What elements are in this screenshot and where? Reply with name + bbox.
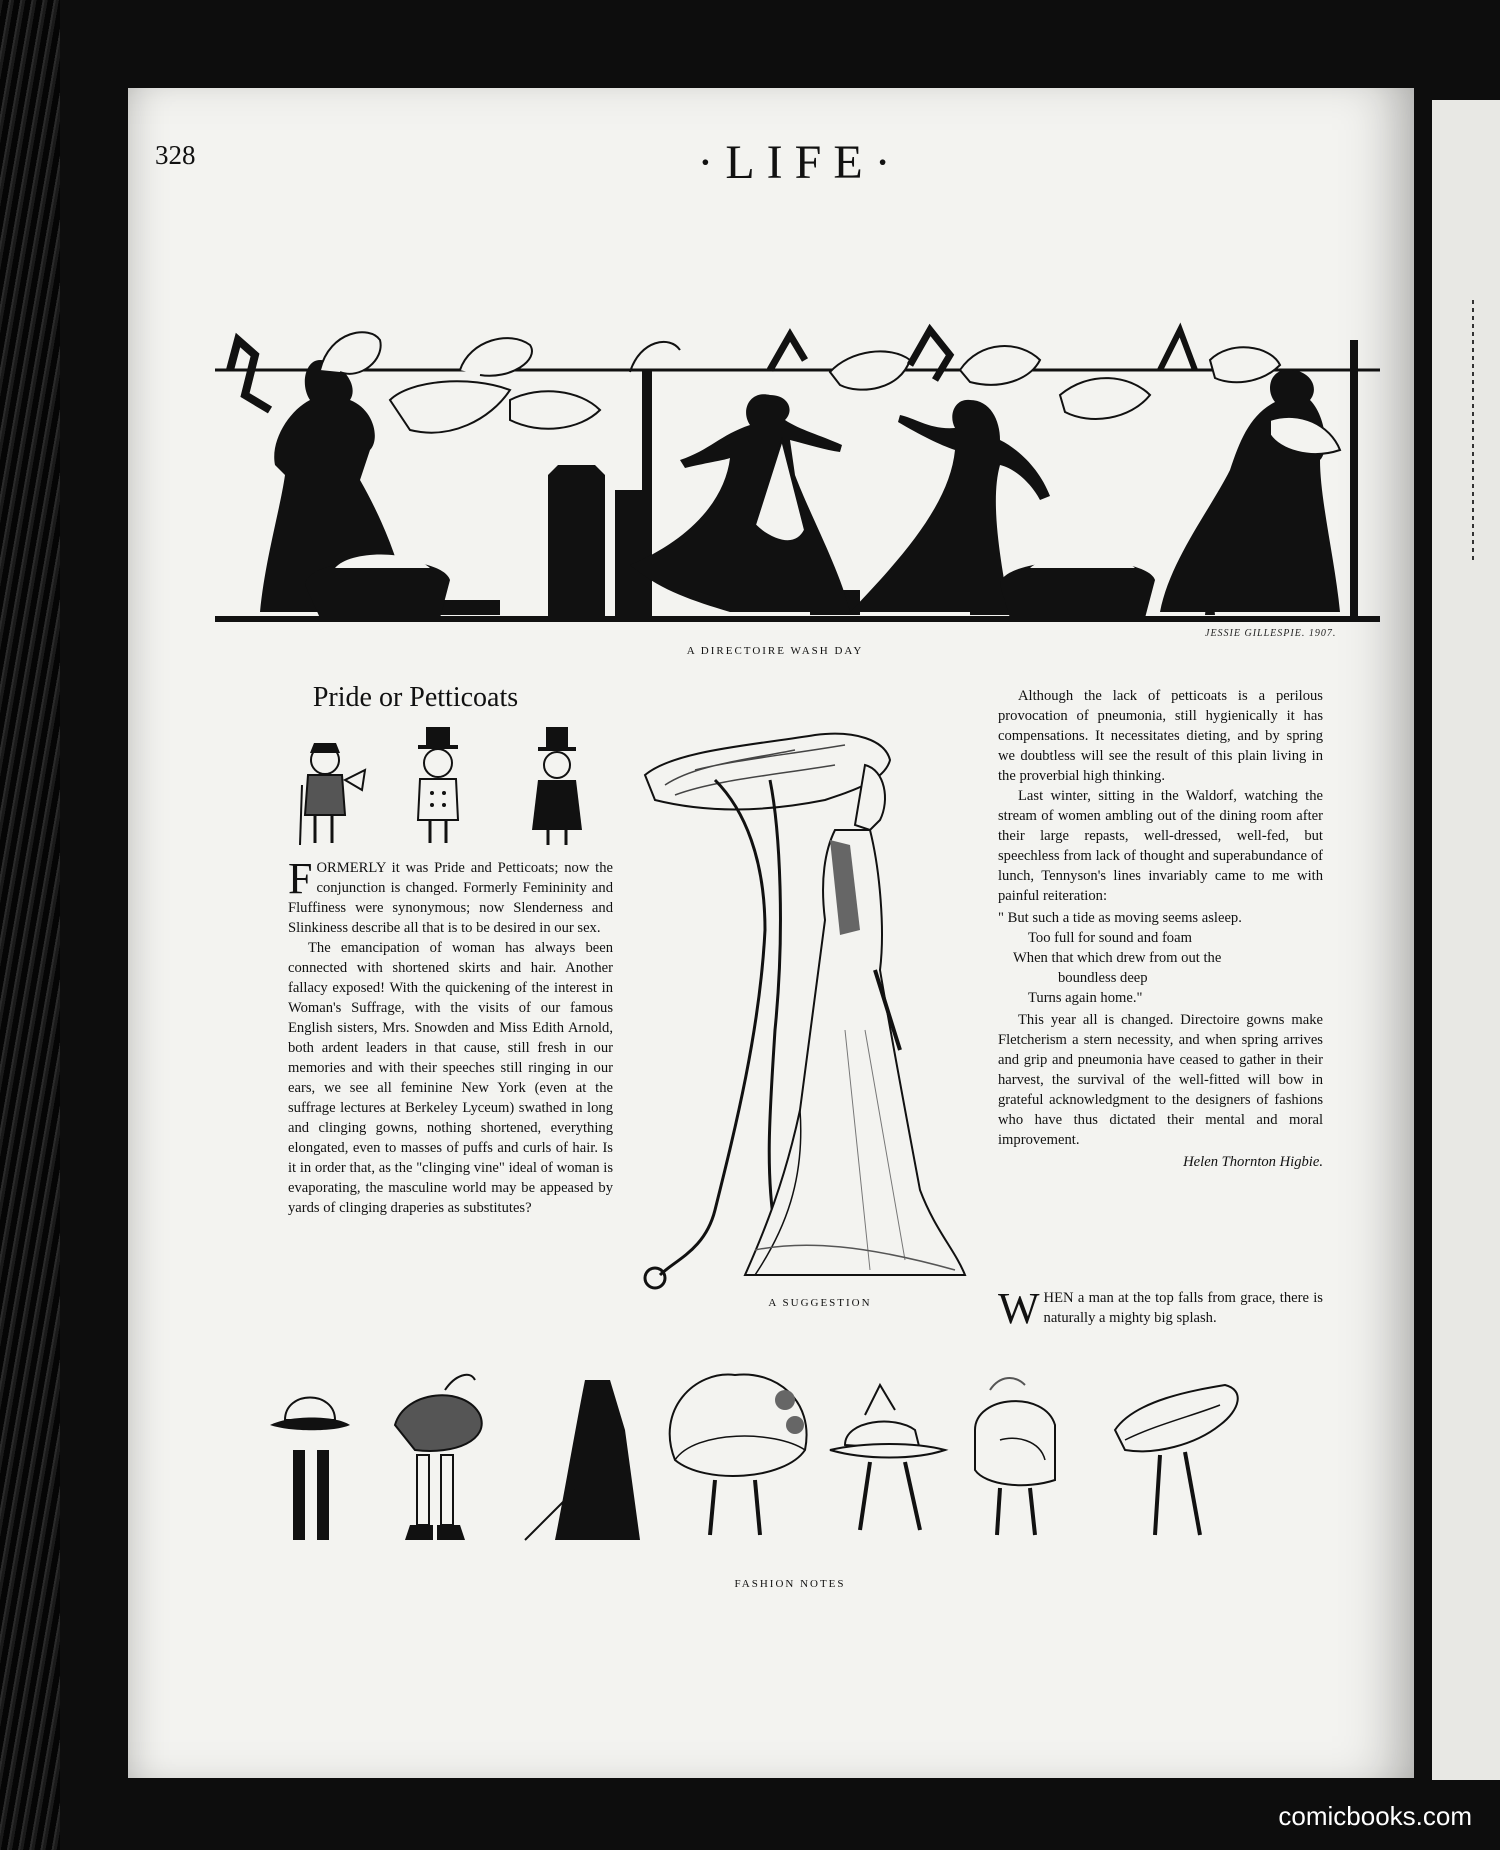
article-right-column <box>998 686 1323 1172</box>
poem-line: Too full for sound and foam <box>1028 930 1192 946</box>
watermark: comicbooks.com <box>1278 1801 1472 1831</box>
suggestion-illustration <box>635 730 980 1290</box>
article-paragraph: The emancipation of woman has always been connected with shortened skirts and hair. Another fallacy exposed! With the quickening of the interest in Woman's Suffrage, with the visits of our famous English sisters, Mrs. Snowden and Miss Edith Arnold, both ardent leaders in that cause, still fresh in our memories and with their speeches still ringing in our ears, we see all feminine New York (even at the suffrage lectures at Berkeley Lyceum) swathed in long and clinging gowns, nothing shortened, everything elongated, even to masses of puffs and curls of hair. Is it in order that, as the "clinging vine" ideal of woman is evaporating, the masculine world may be appeased by yards of clinging draperies as substitutes? <box>288 940 613 1216</box>
poem-line: " But such a tide as moving seems asleep. <box>998 910 1242 926</box>
byline: Helen Thornton Higbie. <box>1183 1154 1323 1170</box>
wash-day-illustration <box>210 300 1390 630</box>
joke <box>998 1284 1323 1333</box>
page-number: 328 <box>155 140 196 170</box>
article-paragraph: FORMERLY it was Pride and Petticoats; now the conjunction is changed. Formerly Femininity and Fluffiness were synonymous; now Slenderness and Slinkiness describe all that is to be desired in our sex. <box>288 854 613 936</box>
wash-day-caption: A DIRECTOIRE WASH DAY <box>686 645 864 657</box>
suggestion-caption: A SUGGESTION <box>768 1297 872 1309</box>
magazine-title: ·LIFE· <box>697 136 903 189</box>
article-left-column <box>288 854 613 1218</box>
poem-line: Turns again home." <box>1028 990 1143 1006</box>
poem <box>998 908 1323 1008</box>
article-paragraph: Although the lack of petticoats is a perilous provocation of pneumonia, still hygienically it has compensations. It necessitates dieting, and by spring we doubtless will see the result of this plain living in the proverbial high thinking. <box>998 688 1323 784</box>
dropcap: W <box>998 1284 1040 1333</box>
fashion-notes-caption: FASHION NOTES <box>734 1578 846 1590</box>
artist-signature: JESSIE GILLESPIE. 1907. <box>1205 628 1337 639</box>
dropcap: F <box>288 854 313 903</box>
joke-text: HEN a man at the top falls from grace, there is naturally a mighty big splash. <box>1043 1290 1323 1326</box>
three-figures-illustration <box>290 725 620 850</box>
next-page-edge <box>1432 100 1500 1780</box>
poem-line: boundless deep <box>1058 970 1148 986</box>
article-title: Pride or Petticoats <box>312 682 519 713</box>
poem-line: When that which drew from out the <box>1013 950 1222 966</box>
fashion-notes-illustration <box>255 1370 1335 1555</box>
article-paragraph: This year all is changed. Directoire gowns make Fletcherism a stern necessity, and when spring arrives and grip and pneumonia have ceased to gather in their harvest, the survival of the well-fitted will bow in grateful acknowledgment to the designers of fashions who have thus dictated their mental and moral improvement. <box>998 1012 1323 1148</box>
article-paragraph: Last winter, sitting in the Waldorf, watching the stream of women ambling out of the dining room after their large repasts, well-dressed, well-fed, but speechless from lack of thought and superabundance of lunch, Tennyson's lines invariably came to me with painful reiteration: <box>998 788 1323 904</box>
scan-edge <box>0 0 60 1850</box>
